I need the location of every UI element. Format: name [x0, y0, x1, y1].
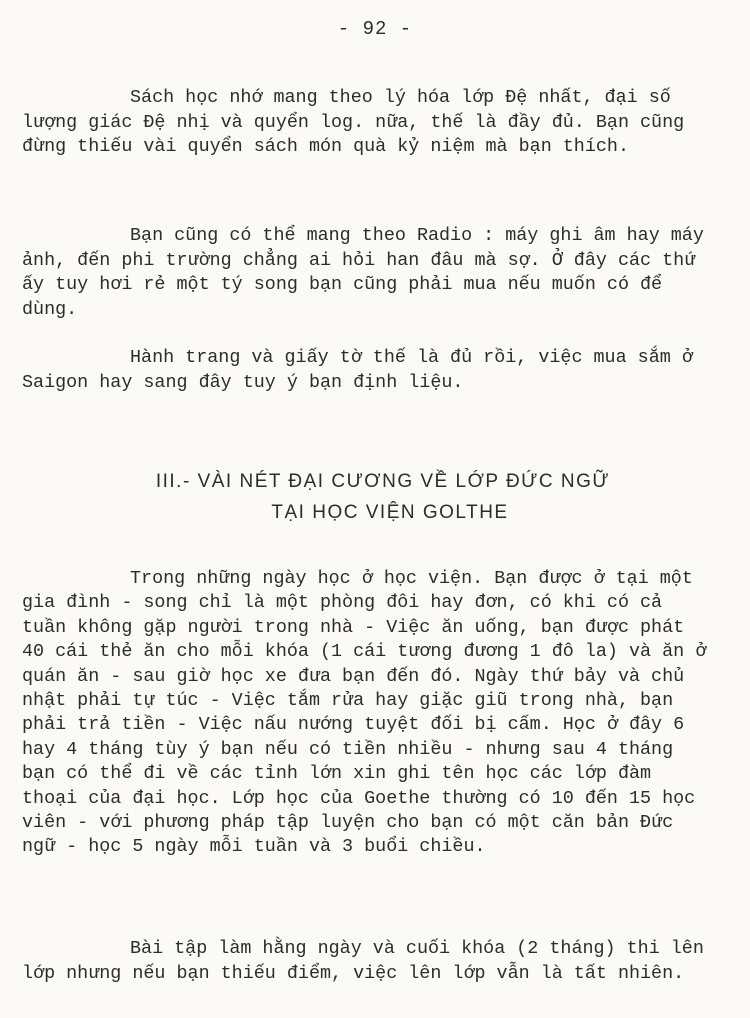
- paragraph-exams: [22, 937, 712, 986]
- paragraph-institute-life: [22, 567, 712, 860]
- paragraph-text: Bạn cũng có thể mang theo Radio : máy ghi âm hay máy ảnh, đến phi trường chẳng ai hỏi han đâu mà sợ. Ở đây các thứ ấy tuy hơi rẻ một tý song bạn cũng phải mua nếu muốn có để dùng.: [22, 225, 704, 321]
- section-heading-subtitle: TẠI HỌC VIỆN GOLTHE: [271, 502, 509, 523]
- page-number: - 92 -: [337, 18, 413, 40]
- paragraph-radio: [22, 224, 712, 323]
- section-heading: III.- VÀI NÉT ĐẠI CƯƠNG VỀ LỚP ĐỨC NGỮ: [155, 471, 611, 492]
- paragraph-textbooks: [22, 86, 712, 160]
- paragraph-text: Trong những ngày học ở học viện. Bạn được ở tại một gia đình - song chỉ là một phòng đôi hay đơn, có khi có cả tuần không gặp người trong nhà - Việc ăn uống, bạn được phát 40 cái thẻ ăn cho mỗi khóa (1 cái tương đương 1 đô la) và ăn ở quán ăn - sau giờ học xe đưa bạn đến đó. Ngày thứ bảy và chủ nhật phải tự túc - Việc tắm rửa hay giặc giũ trong nhà, bạn phải trả tiền - Việc nấu nướng tuyệt đối bị cấm. Học ở đây 6 hay 4 tháng tùy ý bạn nếu có tiền nhiều - nhưng sau 4 tháng bạn có thể đi về các tỉnh lớn xin ghi tên học các lớp đàm thoại của đại học. Lớp học của Goethe thường có 10 đến 15 học viên - với phương pháp tập luyện cho bạn có một căn bản Đức ngữ - học 5 ngày mỗi tuần và 3 buổi chiều.: [22, 568, 707, 858]
- paragraph-text: Bài tập làm hằng ngày và cuối khóa (2 tháng) thi lên lớp nhưng nếu bạn thiếu điểm, việc lên lớp vẫn là tất nhiên.: [22, 938, 704, 984]
- paragraph-luggage: [22, 346, 712, 395]
- paragraph-text: Hành trang và giấy tờ thế là đủ rồi, việc mua sắm ở Saigon hay sang đây tuy ý bạn định liệu.: [22, 347, 693, 393]
- paragraph-text: Sách học nhớ mang theo lý hóa lớp Đệ nhất, đại số lượng giác Đệ nhị và quyển log. nữa, thế là đầy đủ. Bạn cũng đừng thiếu vài quyển sách món quà kỷ niệm mà bạn thích.: [22, 87, 685, 158]
